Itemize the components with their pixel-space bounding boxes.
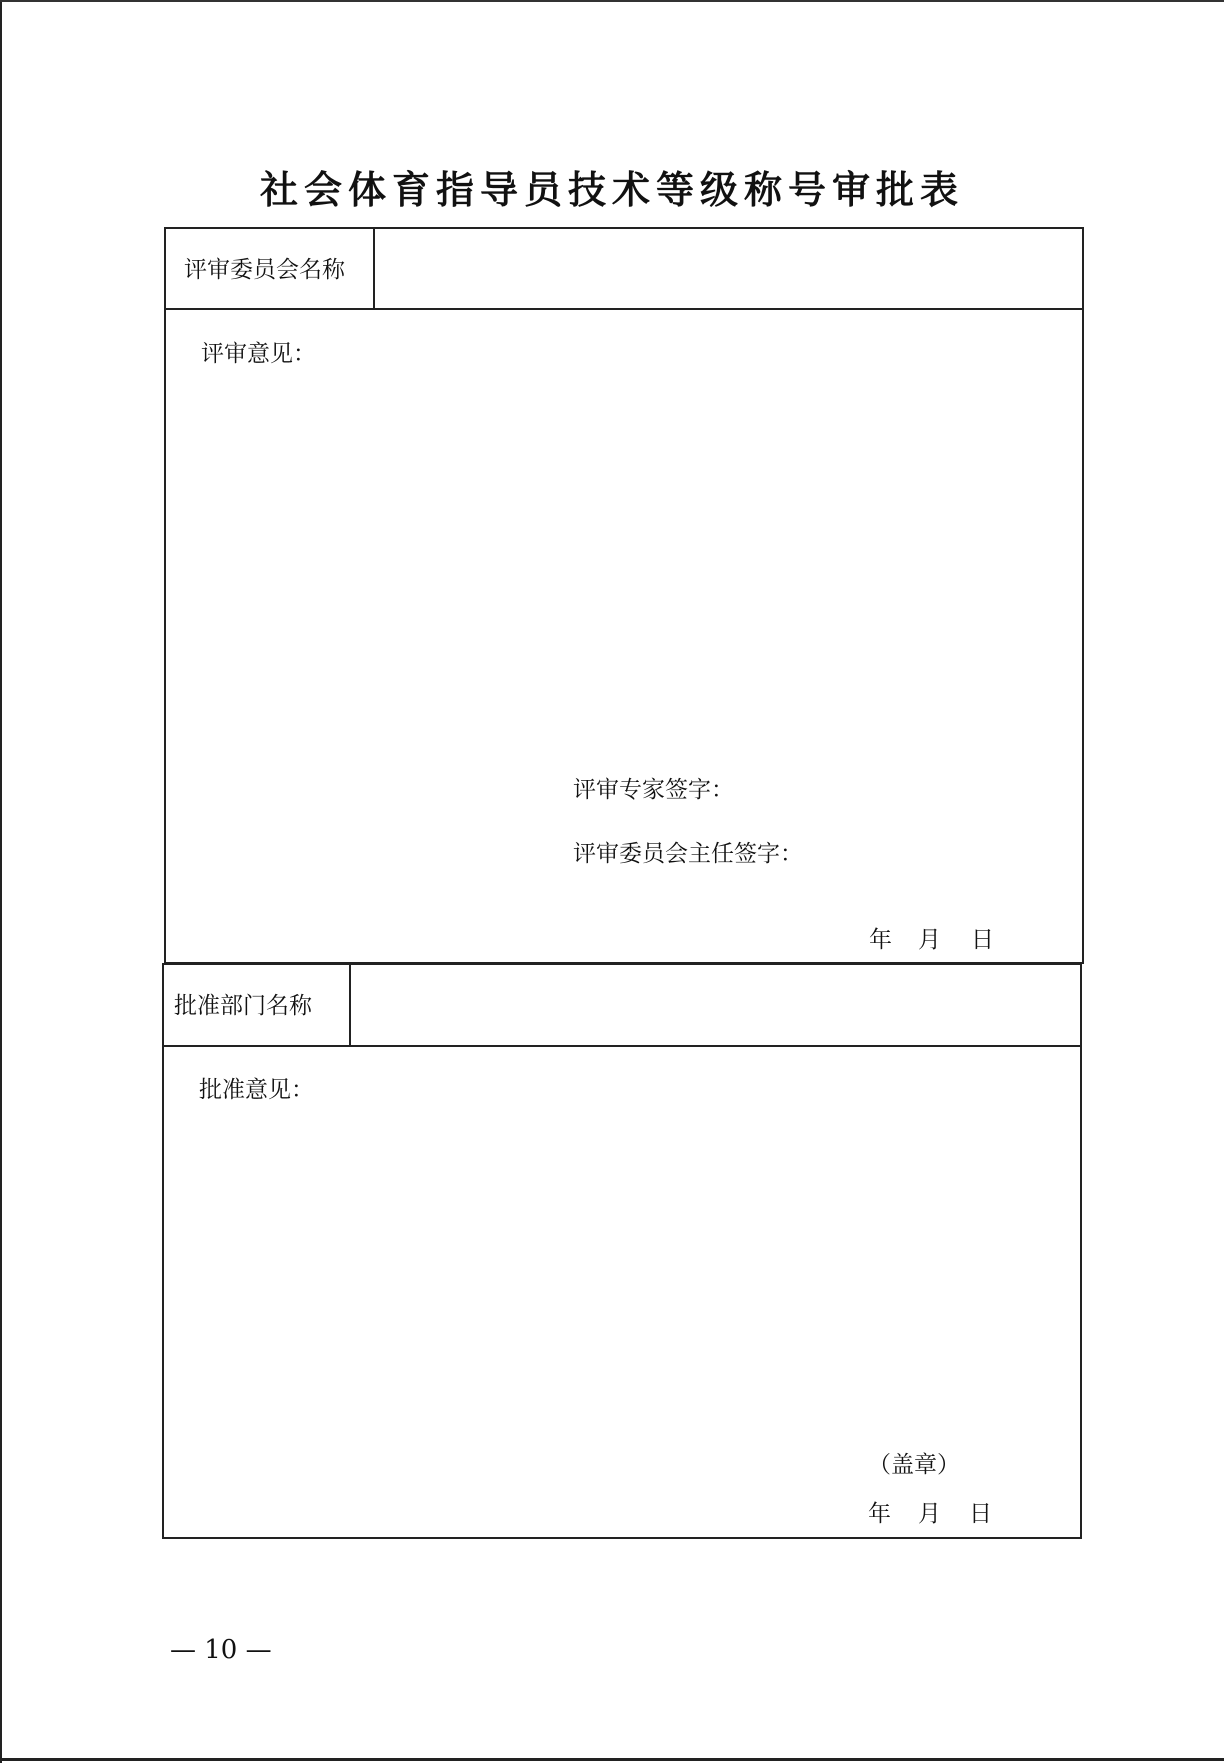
- approval-date-day: 日: [969, 1501, 992, 1527]
- committee-name-field[interactable]: [378, 231, 1080, 306]
- approval-date-month: 月: [918, 1501, 941, 1527]
- review-name-cell-divider: [373, 227, 375, 310]
- seal-label: （盖章）: [868, 1452, 960, 1478]
- scan-edge-top: [0, 0, 1224, 2]
- expert-signature-label: 评审专家签字：: [573, 777, 734, 803]
- scan-edge-left: [0, 0, 2, 1763]
- approval-name-cell-divider: [349, 963, 351, 1047]
- chair-signature-field[interactable]: [810, 836, 1060, 870]
- scan-edge-bottom: [0, 1758, 1224, 1761]
- approval-date-year: 年: [868, 1501, 891, 1527]
- approval-opinion-field[interactable]: [198, 1110, 1058, 1440]
- department-name-label: 批准部门名称: [174, 993, 312, 1019]
- review-date-day: 日: [971, 927, 994, 953]
- review-date-year: 年: [869, 927, 892, 953]
- expert-signature-field[interactable]: [740, 772, 1060, 806]
- review-opinion-label: 评审意见：: [201, 341, 316, 367]
- approval-opinion-label: 批准意见：: [199, 1077, 314, 1103]
- committee-name-label: 评审委员会名称: [184, 257, 345, 283]
- approval-name-row-divider: [162, 1045, 1082, 1047]
- page-number: — 10 —: [170, 1635, 272, 1665]
- review-date-month: 月: [918, 927, 941, 953]
- review-name-row-divider: [164, 308, 1084, 310]
- form-title: 社会体育指导员技术等级称号审批表: [259, 168, 964, 212]
- chair-signature-label: 评审委员会主任签字：: [573, 841, 803, 867]
- review-opinion-field[interactable]: [200, 375, 1060, 765]
- department-name-field[interactable]: [355, 967, 1078, 1043]
